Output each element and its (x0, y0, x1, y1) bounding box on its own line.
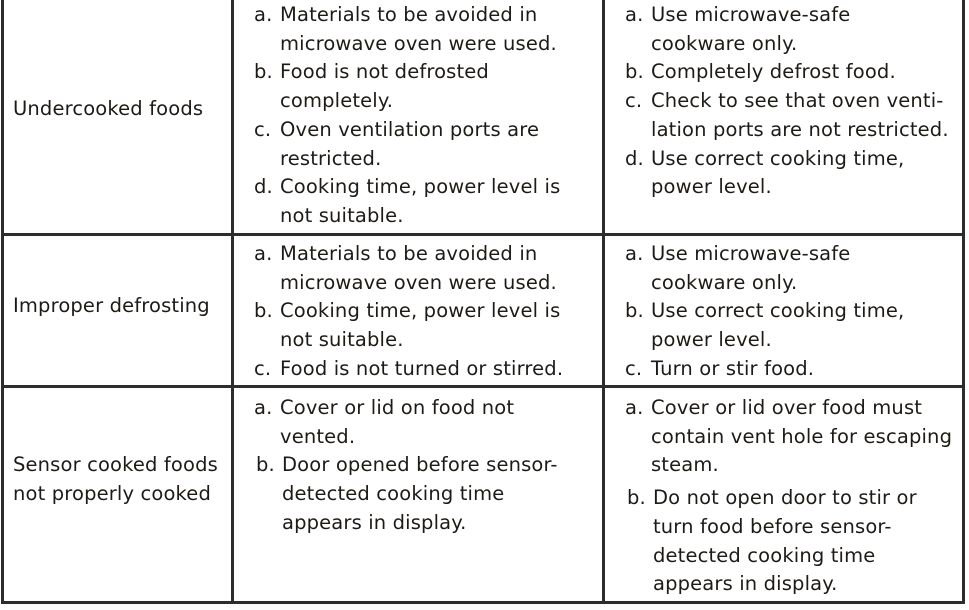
table-row-undercooked-foods (4, 0, 962, 236)
list-item: b. Do not open door to stir or turn food before sensor- detected cooking time appears in display. (627, 486, 917, 596)
list-item: d. Use correct cooking time, power level. (625, 146, 905, 199)
list-item: d. Cooking time, power level is not suitable. (254, 175, 561, 227)
cause-cell (234, 236, 605, 385)
table-row-improper-defrosting (4, 236, 962, 388)
list-item: c. Turn or stir food. (625, 356, 815, 380)
list-item: a. Materials to be avoided in microwave oven were used. (254, 242, 557, 294)
list-item: c. Oven ventilation ports are restricted. (254, 117, 540, 170)
list-item: b. Food is not defrosted completely. (254, 60, 489, 113)
cause-list (254, 240, 596, 384)
solution-cell (605, 236, 962, 385)
solution-list (625, 240, 956, 384)
troubleshooting-table (1, 0, 965, 604)
problem-text: Sensor cooked foods not properly cooked (13, 453, 218, 505)
list-item: b. Cooking time, power level is not suitable. (254, 299, 561, 352)
solution-cell (605, 388, 962, 601)
list-item: b. Use correct cooking time, power level. (625, 299, 905, 352)
list-item: c. Check to see that oven venti- lation ports are not restricted. (625, 89, 949, 141)
list-item: c. Food is not turned or stirred. (254, 356, 564, 380)
cause-cell (234, 0, 605, 233)
solution-list (625, 394, 956, 599)
cause-cell (234, 388, 605, 601)
cause-list (254, 394, 596, 538)
solution-cell (605, 0, 962, 233)
problem-text: Improper defrosting (13, 294, 210, 317)
problem-cell (4, 236, 234, 385)
cause-list (254, 1, 596, 231)
list-item: b. Completely defrost food. (625, 60, 896, 84)
table-row-sensor-cooked-foods (4, 388, 962, 601)
list-item: a. Cover or lid on food not vented. (254, 396, 515, 448)
problem-text: Undercooked foods (13, 97, 204, 120)
problem-cell (4, 388, 234, 601)
list-item: a. Use microwave-safe cookware only. (625, 3, 851, 55)
problem-cell (4, 0, 234, 233)
list-item: a. Use microwave-safe cookware only. (625, 242, 851, 294)
list-item: b. Door opened before sensor- detected cooking time appears in display. (256, 453, 558, 534)
list-item: a. Materials to be avoided in microwave oven were used. (254, 3, 557, 55)
list-item: a. Cover or lid over food must contain vent hole for escaping steam. (625, 396, 953, 477)
solution-list (625, 1, 956, 202)
